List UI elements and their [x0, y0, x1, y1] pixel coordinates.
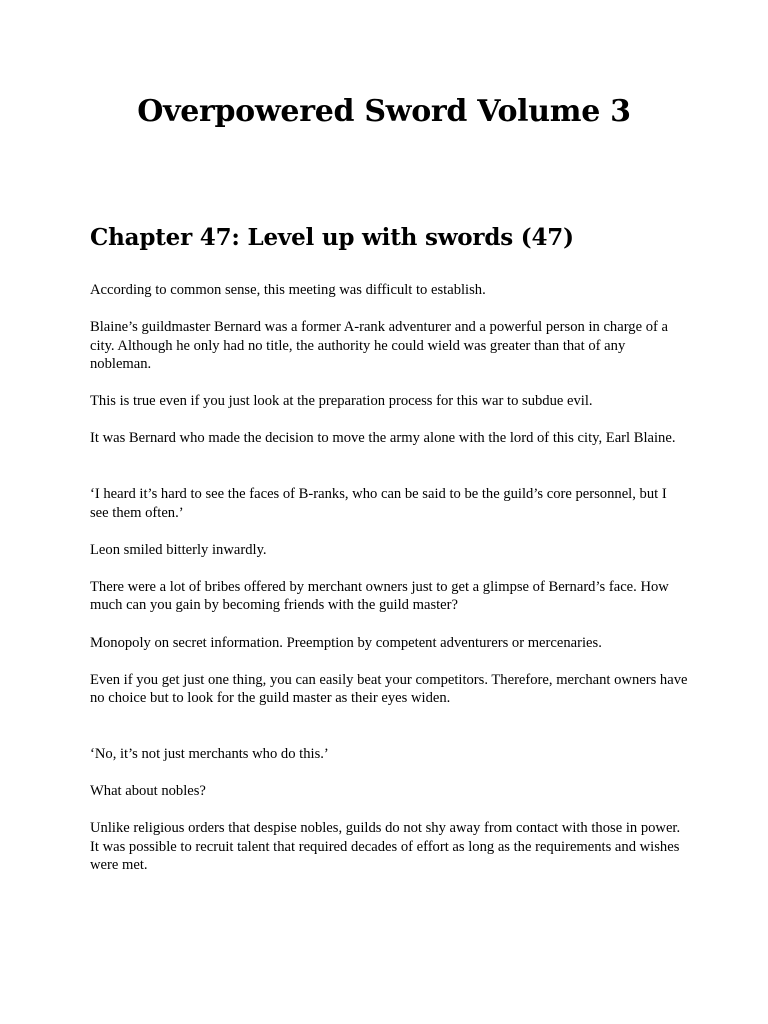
paragraph: Blaine’s guildmaster Bernard was a former A-rank adventurer and a powerful person in charge of a city. Although he only had no title, the authority he could wield was greater than that of any nobleman. — [90, 319, 668, 373]
paragraph: This is true even if you just look at the preparation process for this war to subdue evil. — [90, 393, 593, 410]
chapter-body — [90, 281, 688, 893]
paragraph: ‘I heard it’s hard to see the faces of B-ranks, who can be said to be the guild’s core personnel, but I see them often.’ — [90, 486, 667, 521]
paragraph: There were a lot of bribes offered by merchant owners just to get a glimpse of Bernard’s face. How much can you gain by becoming friends with the guild master? — [90, 578, 669, 614]
paragraph: It was Bernard who made the decision to move the army alone with the lord of this city, Earl Blaine. — [90, 430, 676, 447]
book-title: Overpowered Sword Volume 3 — [137, 94, 631, 129]
paragraph: According to common sense, this meeting was difficult to establish. — [90, 282, 486, 298]
chapter-title: Chapter 47: Level up with swords (47) — [90, 224, 574, 251]
paragraph: Unlike religious orders that despise nobles, guilds do not shy away from contact with those in power. It was possible to recruit talent that required decades of effort as long as the requirements and wishes were met. — [90, 820, 681, 874]
paragraph: Even if you get just one thing, you can easily beat your competitors. Therefore, merchant owners have no choice but to look for the guild master as their eyes widen. — [90, 671, 688, 707]
paragraph: Monopoly on secret information. Preemption by competent adventurers or mercenaries. — [90, 634, 602, 651]
paragraph: What about nobles? — [90, 782, 206, 799]
paragraph: Leon smiled bitterly inwardly. — [90, 541, 267, 558]
paragraph: ‘No, it’s not just merchants who do this.’ — [90, 745, 329, 762]
